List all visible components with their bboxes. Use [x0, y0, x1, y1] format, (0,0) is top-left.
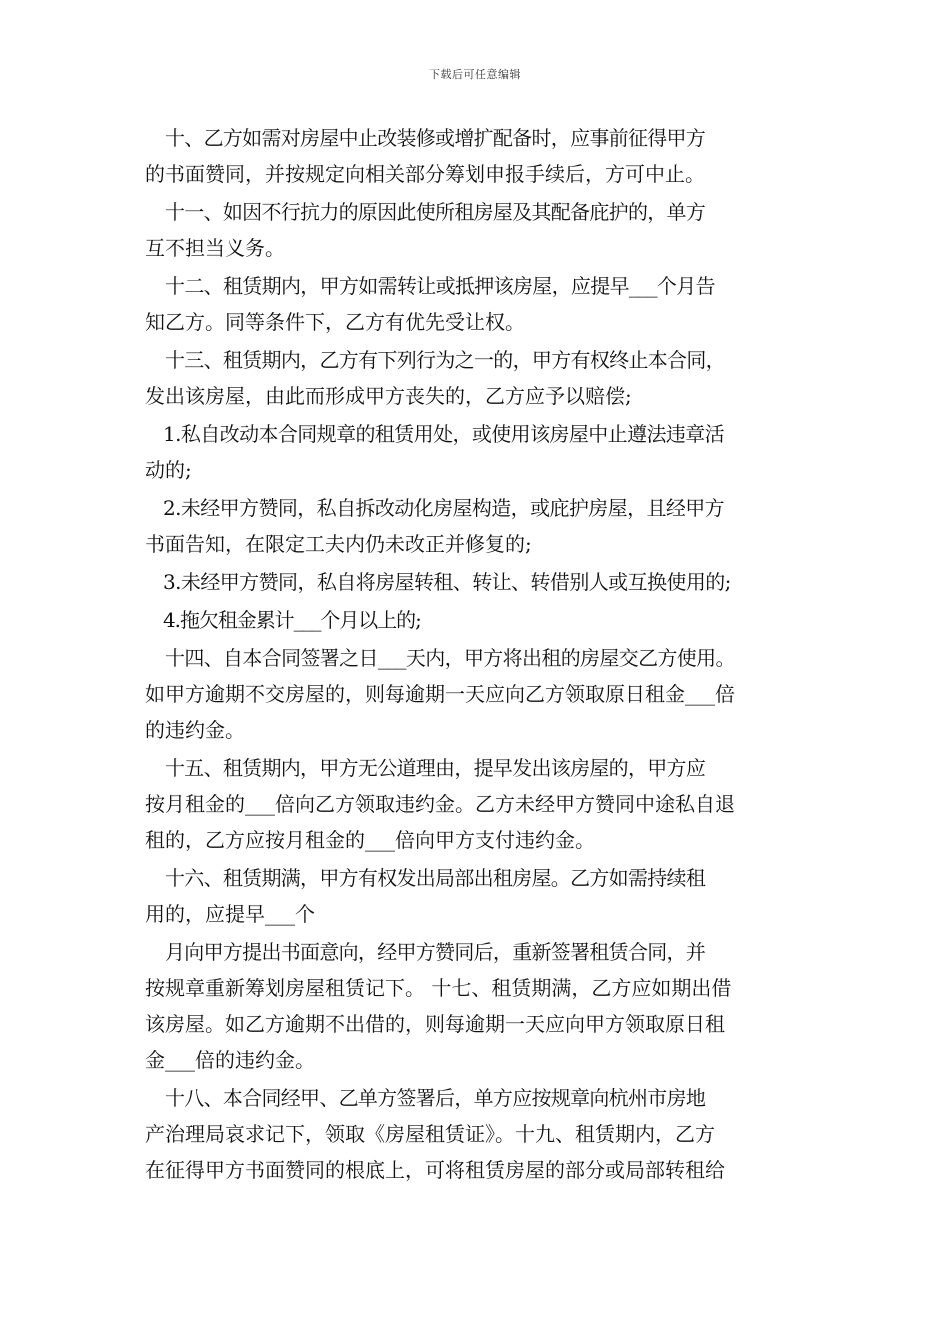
paragraph-line: 该房屋。如乙方逾期不出借的，则每逾期一天应向甲方领取原日租 [145, 1012, 725, 1036]
paragraph-line: 十四、自本合同签署之日___天内，甲方将出租的房屋交乙方使用。 [165, 646, 735, 670]
contract-paragraph [145, 194, 815, 268]
paragraph-line: 月向甲方提出书面意向，经甲方赞同后，重新签署租赁合同，并 [165, 940, 706, 964]
paragraph-line: 在征得甲方书面赞同的根底上，可将租赁房屋的部分或局部转租给 [145, 1158, 725, 1182]
paragraph-line: 十五、租赁期内，甲方无公道理由，提早发出该房屋的，甲方应 [165, 756, 706, 780]
paragraph-line: 按月租金的___倍向乙方领取违约金。乙方未经甲方赞同中途私自退 [145, 792, 735, 816]
paragraph-line: 十、乙方如需对房屋中止改装修或增扩配备时，应事前征得甲方 [165, 126, 706, 150]
contract-paragraph [145, 120, 815, 194]
paragraph-line: 产治理局哀求记下，领取《房屋租赁证》。十九、租赁期内，乙方 [145, 1122, 715, 1146]
contract-paragraph [145, 602, 815, 640]
paragraph-line: 按规章重新筹划房屋租赁记下。 十七、租赁期满，乙方应如期出借 [145, 976, 732, 1000]
paragraph-line: 租的，乙方应按月租金的___倍向甲方支付违约金。 [145, 828, 595, 852]
paragraph-line: 十一、如因不行抗力的原因此使所租房屋及其配备庇护的，单方 [165, 200, 706, 224]
paragraph-line: 十二、租赁期内，甲方如需转让或抵押该房屋，应提早___个月告 [165, 274, 715, 298]
paragraph-line: 金___倍的违约金。 [145, 1048, 315, 1072]
paragraph-line: 1.私自改动本合同规章的租赁用处，或使用该房屋中止遵法违章活 [163, 422, 725, 446]
paragraph-line: 互不担当义务。 [145, 236, 285, 260]
paragraph-line: 的书面赞同，并按规定向相关部分筹划申报手续后，方可中止。 [145, 162, 705, 186]
contract-paragraph [145, 640, 815, 750]
paragraph-line: 发出该房屋，由此而形成甲方丧失的，乙方应予以赔偿; [145, 384, 632, 408]
paragraph-line: 的违约金。 [145, 718, 245, 742]
paragraph-line: 如甲方逾期不交房屋的，则每逾期一天应向乙方领取原日租金___倍 [145, 682, 735, 706]
paragraph-line: 4.拖欠租金累计___个月以上的; [163, 608, 421, 632]
paragraph-line: 十八、本合同经甲、乙单方签署后，单方应按规章向杭州市房地 [165, 1086, 706, 1110]
document-body [145, 120, 815, 1190]
paragraph-line: 动的; [145, 458, 192, 482]
contract-paragraph [145, 750, 815, 860]
paragraph-line: 3.未经甲方赞同，私自将房屋转租、转让、转借别人或互换使用的; [163, 570, 731, 594]
contract-paragraph [145, 268, 815, 342]
paragraph-line: 2.未经甲方赞同，私自拆改动化房屋构造，或庇护房屋，且经甲方 [163, 496, 725, 520]
paragraph-line: 十三、租赁期内，乙方有下列行为之一的，甲方有权终止本合同， [165, 348, 725, 372]
paragraph-line: 用的，应提早___个 [145, 902, 315, 926]
contract-paragraph [145, 416, 815, 490]
paragraph-line: 十六、租赁期满，甲方有权发出局部出租房屋。乙方如需持续租 [165, 866, 706, 890]
contract-paragraph [145, 1080, 815, 1190]
page-header: 下载后可任意编辑 [429, 68, 521, 81]
contract-paragraph [145, 860, 815, 934]
contract-paragraph [145, 934, 815, 1080]
contract-paragraph [145, 564, 815, 602]
contract-paragraph [145, 342, 815, 416]
contract-paragraph [145, 490, 815, 564]
paragraph-line: 知乙方。同等条件下，乙方有优先受让权。 [145, 310, 525, 334]
paragraph-line: 书面告知，在限定工夫内仍未改正并修复的; [145, 532, 532, 556]
